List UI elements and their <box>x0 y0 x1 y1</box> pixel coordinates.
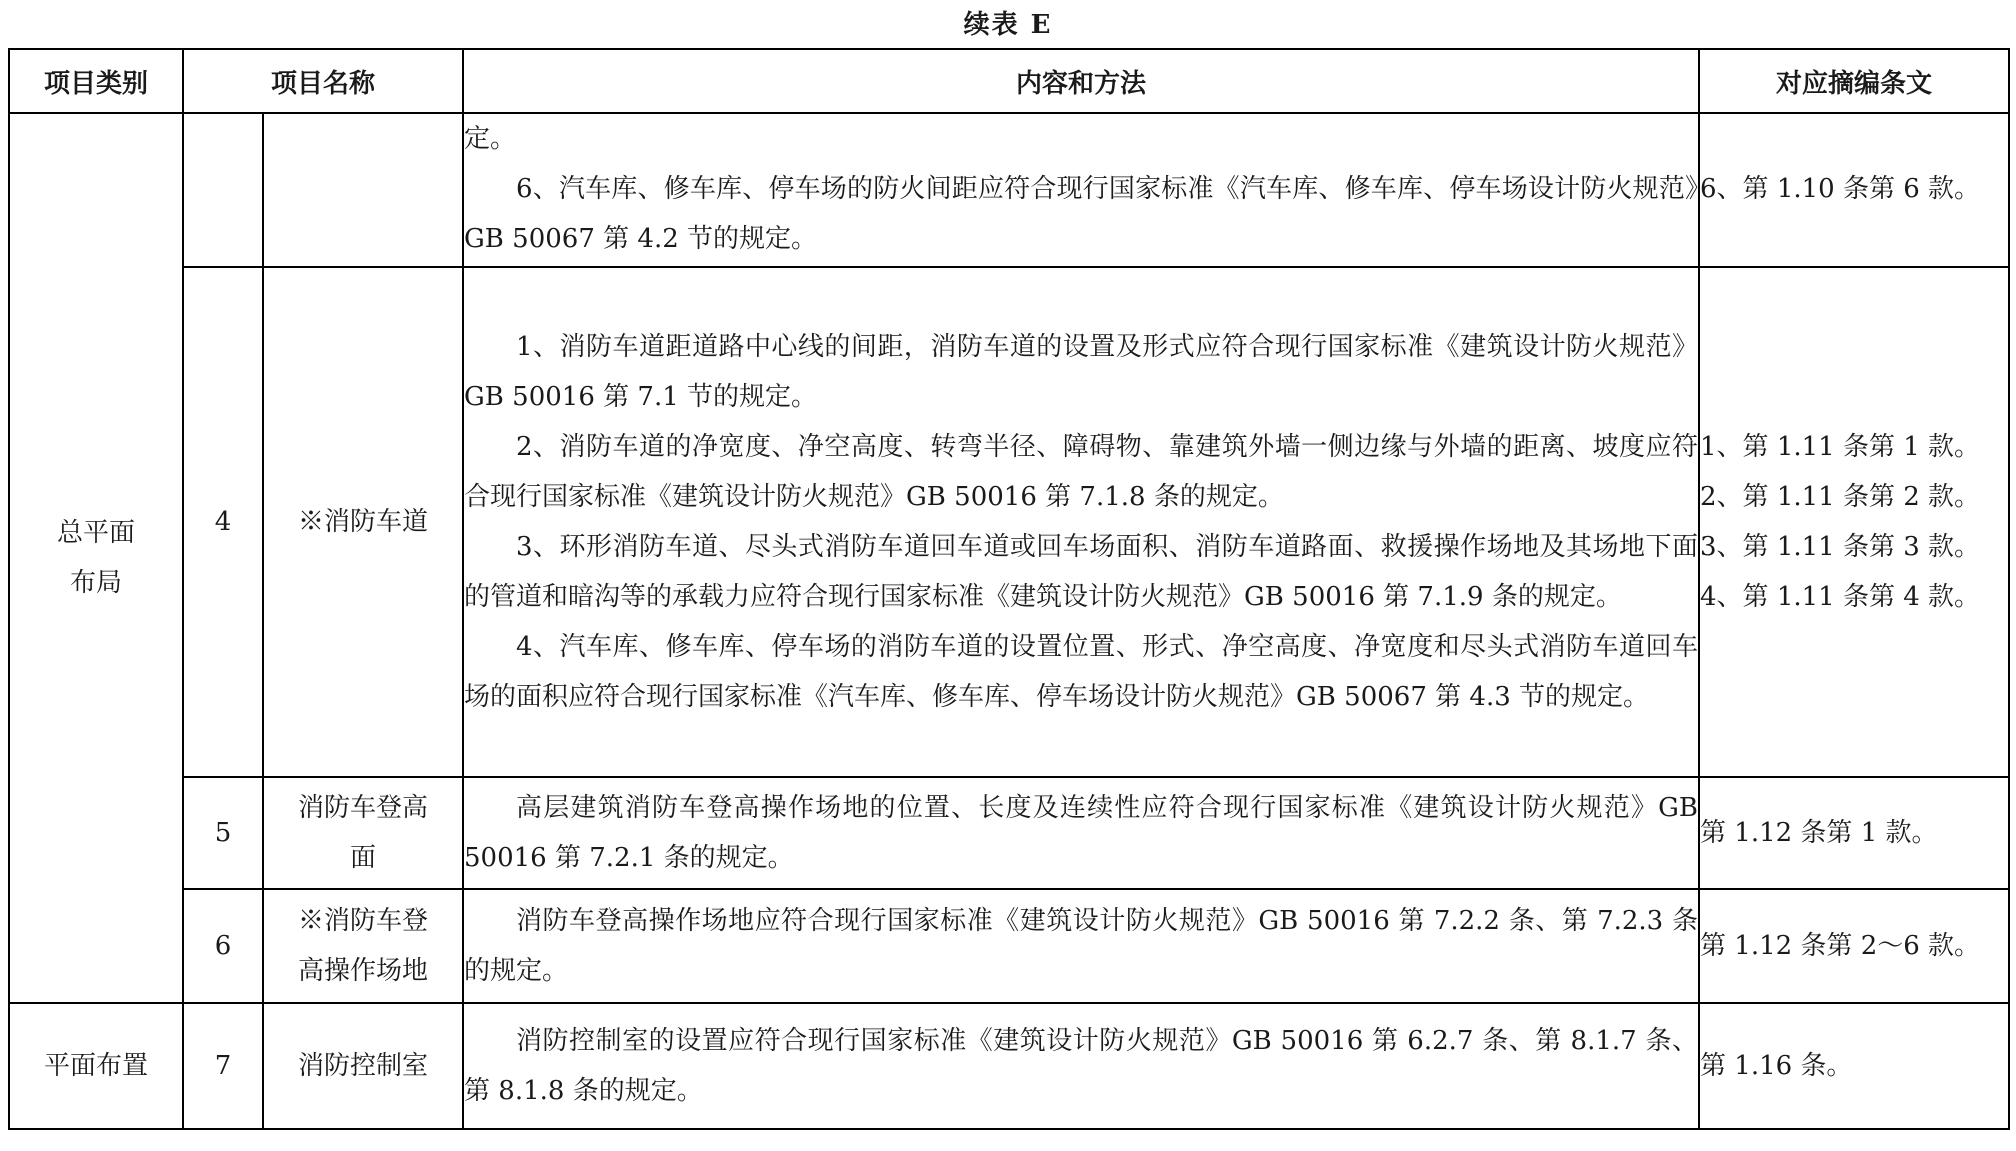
content-paragraph: 4、汽车库、修车库、停车场的消防车道的设置位置、形式、净空高度、净宽度和尽头式消防车道回车场的面积应符合现行国家标准《汽车库、修车库、停车场设计防火规范》GB 50067 第 4.3 节的规定。 <box>464 632 1699 712</box>
item-name-line: ※消防车登 <box>298 906 429 936</box>
reference-cell <box>1699 113 2009 267</box>
table-row <box>9 777 2009 889</box>
reference-cell <box>1699 1003 2009 1129</box>
reference-line: 第 1.12 条第 1 款。 <box>1700 818 1938 848</box>
table-row <box>9 267 2009 777</box>
table-caption: 续表 E <box>963 10 1053 40</box>
category-cell <box>9 113 183 1003</box>
content-paragraph: 消防车登高操作场地应符合现行国家标准《建筑设计防火规范》GB 50016 第 7.2.2 条、第 7.2.3 条的规定。 <box>464 906 1699 986</box>
reference-line: 2、第 1.11 条第 2 款。 <box>1700 482 1981 512</box>
item-number-cell: 7 <box>183 1003 263 1129</box>
reference-cell <box>1699 267 2009 777</box>
item-number-cell: 6 <box>183 889 263 1003</box>
category-cell <box>9 1003 183 1129</box>
content-paragraph: 高层建筑消防车登高操作场地的位置、长度及连续性应符合现行国家标准《建筑设计防火规范》GB 50016 第 7.2.1 条的规定。 <box>464 793 1699 873</box>
content-cell <box>463 267 1699 777</box>
header-item-name: 项目名称 <box>183 49 463 113</box>
table-row <box>9 113 2009 267</box>
header-content: 内容和方法 <box>463 49 1699 113</box>
content-cell <box>463 777 1699 889</box>
reference-line: 第 1.16 条。 <box>1700 1051 1853 1081</box>
content-paragraph: 1、消防车道距道路中心线的间距，消防车道的设置及形式应符合现行国家标准《建筑设计防火规范》GB 50016 第 7.1 节的规定。 <box>464 332 1699 412</box>
reference-line: 4、第 1.11 条第 4 款。 <box>1700 582 1981 612</box>
reference-line: 第 1.12 条第 2～6 款。 <box>1700 931 1981 961</box>
header-row <box>9 49 2009 113</box>
item-number-cell: 5 <box>183 777 263 889</box>
content-paragraph: 6、汽车库、修车库、停车场的防火间距应符合现行国家标准《汽车库、修车库、停车场设计防火规范》GB 50067 第 4.2 节的规定。 <box>464 174 1699 254</box>
item-name-cell <box>263 777 463 889</box>
item-name-cell: 消防控制室 <box>263 1003 463 1129</box>
spec-table <box>8 48 2010 1130</box>
reference-line: 3、第 1.11 条第 3 款。 <box>1700 532 1981 562</box>
item-name-line: 消防车登高 <box>298 793 429 823</box>
reference-line: 6、第 1.10 条第 6 款。 <box>1700 174 1981 204</box>
item-name-cell <box>263 113 463 267</box>
table-row <box>9 889 2009 1003</box>
item-name-line: 面 <box>350 843 377 873</box>
content-paragraph: 消防控制室的设置应符合现行国家标准《建筑设计防火规范》GB 50016 第 6.2.7 条、第 8.1.7 条、第 8.1.8 条的规定。 <box>464 1026 1699 1106</box>
category-label-line: 布局 <box>69 568 122 598</box>
item-name-line: 高操作场地 <box>298 956 429 986</box>
content-cell <box>463 1003 1699 1129</box>
item-name-cell: ※消防车道 <box>263 267 463 777</box>
content-cell <box>463 889 1699 1003</box>
item-number-cell: 4 <box>183 267 263 777</box>
item-name-cell <box>263 889 463 1003</box>
reference-cell <box>1699 777 2009 889</box>
reference-cell <box>1699 889 2009 1003</box>
header-category: 项目类别 <box>9 49 183 113</box>
content-paragraph: 3、环形消防车道、尽头式消防车道回车道或回车场面积、消防车道路面、救援操作场地及其场地下面的管道和暗沟等的承载力应符合现行国家标准《建筑设计防火规范》GB 50016 第 7.1.9 条的规定。 <box>464 532 1699 612</box>
category-label-line: 平面布置 <box>43 1051 148 1081</box>
content-paragraph: 2、消防车道的净宽度、净空高度、转弯半径、障碍物、靠建筑外墙一侧边缘与外墙的距离、坡度应符合现行国家标准《建筑设计防火规范》GB 50016 第 7.1.8 条的规定。 <box>464 432 1699 512</box>
header-reference: 对应摘编条文 <box>1699 49 2009 113</box>
content-paragraph: 定。 <box>464 124 517 154</box>
table-row <box>9 1003 2009 1129</box>
reference-line: 1、第 1.11 条第 1 款。 <box>1700 432 1981 462</box>
reference-line <box>1700 114 2008 164</box>
category-label-line: 总平面 <box>56 518 135 548</box>
content-cell <box>463 113 1699 267</box>
item-number-cell <box>183 113 263 267</box>
